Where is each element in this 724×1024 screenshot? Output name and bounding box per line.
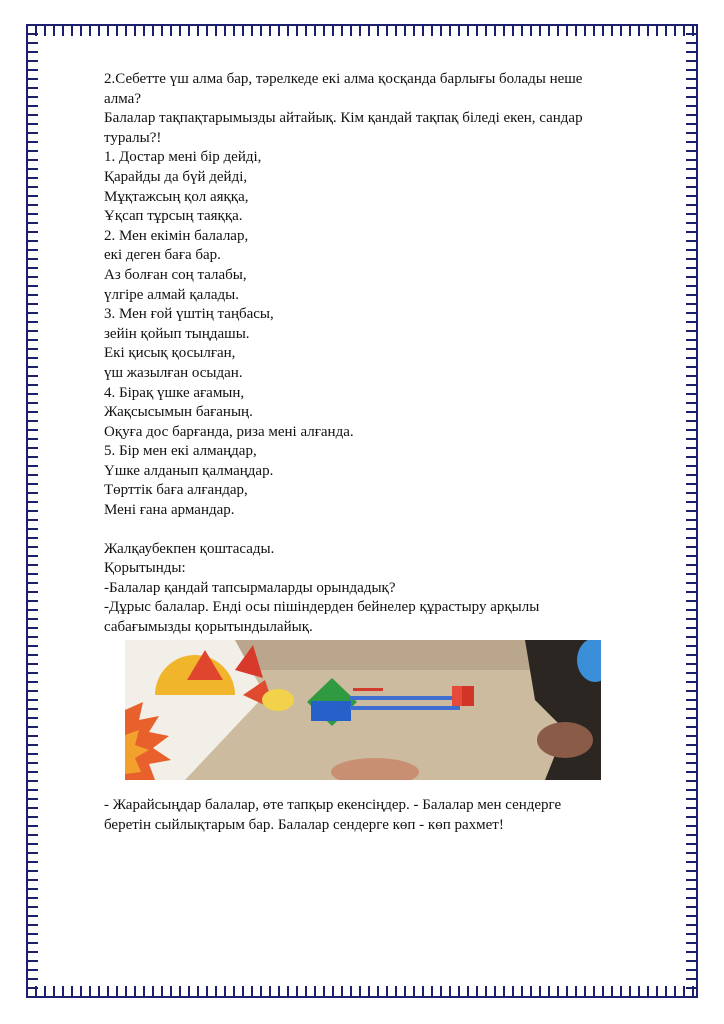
intro-line: Балалар тақпақтарымызды айтайық. Кім қандай тақпақ біледі екен, сандар bbox=[104, 110, 583, 127]
summary-line: -Балалар қандай тапсырмаларды орындадық? bbox=[104, 579, 396, 596]
intro-line: туралы?! bbox=[104, 129, 162, 146]
closing-line: беретін сыйлықтарым бар. Балалар сендерге көп - көп рахмет! bbox=[104, 816, 504, 833]
poem-line: үлгіре алмай қалады. bbox=[104, 286, 239, 303]
poem-line: 3. Мен ғой үштің таңбасы, bbox=[104, 306, 274, 323]
shapes-collage-image bbox=[125, 640, 601, 780]
poem-line: 5. Бір мен екі алмаңдар, bbox=[104, 443, 257, 460]
poem-line: 2. Мен екімін балалар, bbox=[104, 227, 249, 244]
poem-line: Төрттік баға алғандар, bbox=[104, 482, 248, 499]
page-border-bottom bbox=[26, 984, 698, 998]
poem-line: Оқуға дос барғанда, риза мені алғанда. bbox=[104, 423, 354, 440]
summary-line: сабағымызды қорытындылайық. bbox=[104, 619, 313, 636]
poem-line: 1. Достар мені бір дейді, bbox=[104, 149, 262, 166]
poem-line: Қарайды да бүй дейді, bbox=[104, 168, 248, 185]
poem-line: Жақсысымын бағаның. bbox=[104, 404, 253, 421]
document-body bbox=[104, 70, 664, 638]
classroom-photo bbox=[125, 640, 601, 780]
summary-heading: Қорытынды: bbox=[104, 560, 186, 577]
poem-line: Ұқсап тұрсың таяққа. bbox=[104, 208, 243, 225]
poem-line: үш жазылған осыдан. bbox=[104, 364, 243, 381]
summary-line: -Дұрыс балалар. Енді осы пішіндерден бейнелер құрастыру арқылы bbox=[104, 599, 540, 616]
poem-line: Аз болған соң талабы, bbox=[104, 266, 247, 283]
poem-line: екі деген баға бар. bbox=[104, 247, 221, 264]
poem-line: Мені ғана армандар. bbox=[104, 502, 235, 519]
poem-line: Мұқтажсың қол аяққа, bbox=[104, 188, 249, 205]
poem-line: Екі қисық қосылған, bbox=[104, 345, 236, 362]
page-border-left bbox=[26, 24, 40, 998]
poem-line: зейін қойып тыңдашы. bbox=[104, 325, 250, 342]
problem-line: алма? bbox=[104, 90, 141, 107]
closing-line: - Жарайсыңдар балалар, өте тапқыр екенсіңдер. - Балалар мен сендерге bbox=[104, 797, 562, 813]
problem-line: 2.Себетте үш алма бар, тәрелкеде екі алма қосқанда барлығы болады неше bbox=[104, 71, 583, 87]
poem-line: Үшке алданып қалмаңдар. bbox=[104, 462, 274, 479]
page-border-top bbox=[26, 24, 698, 38]
closing-text bbox=[104, 796, 664, 835]
poem-line: 4. Бірақ үшке ағамын, bbox=[104, 384, 245, 401]
page-border-right bbox=[684, 24, 698, 998]
farewell-line: Жалқаубекпен қоштасады. bbox=[104, 540, 275, 557]
